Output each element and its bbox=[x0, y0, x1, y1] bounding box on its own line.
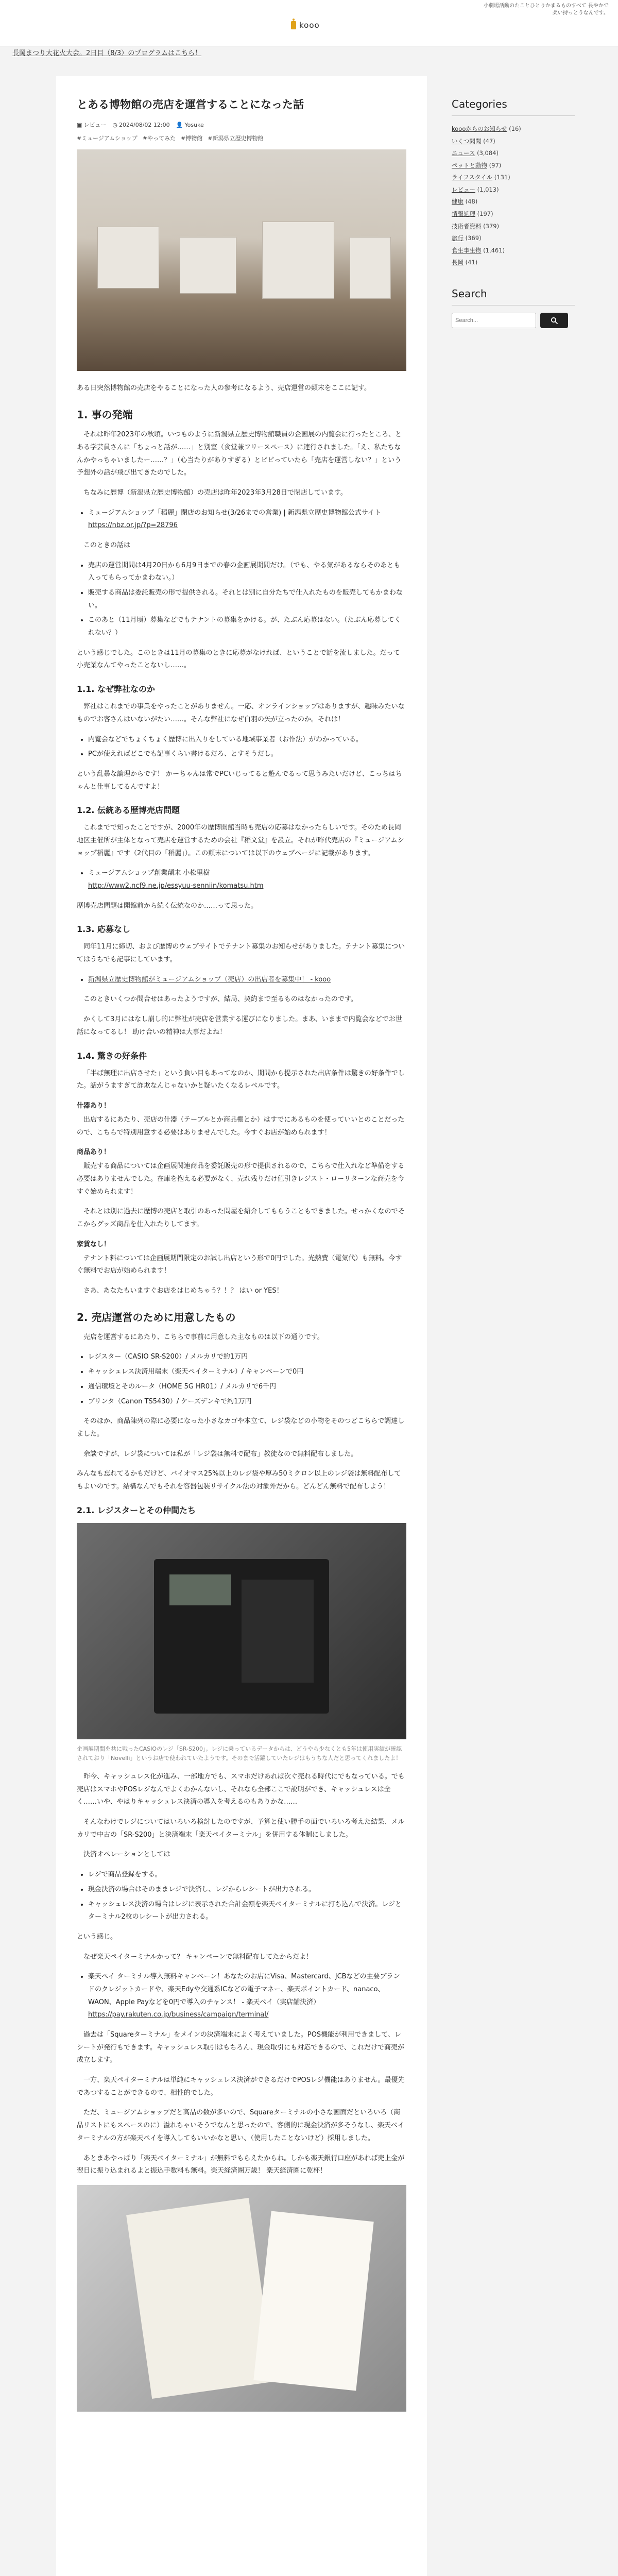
category-list bbox=[452, 123, 575, 269]
category-count: (41) bbox=[465, 259, 478, 266]
user-icon: 👤 bbox=[176, 121, 183, 128]
site-logo[interactable] bbox=[291, 21, 320, 30]
paragraph: なぜ楽天ペイターミナルかって？ キャンペーンで無料配布してたからだよ！ bbox=[83, 1953, 313, 1961]
tag[interactable]: #ミュージアムショップ bbox=[77, 135, 138, 142]
intro-text: ある日突然博物館の売店をやることになった人の参考になるよう、売店運営の顛末をここに記す。 bbox=[77, 384, 371, 393]
paragraph: そんなわけでレジについてはいろいろ検討したのですが、予算と使い勝手の面でいろいろ考えた結果、メルカリで中古の「SR-S200」と決済端末「楽天ペイターミナル」を併用する体制にしました。 bbox=[77, 1818, 405, 1839]
category-item bbox=[452, 257, 575, 269]
category-count: (1,461) bbox=[483, 246, 505, 254]
category-count: (369) bbox=[465, 234, 482, 242]
paragraph: それとは別に過去に歴博の売店と取引のあった問屋を紹介してもらうこともできました。せっかくなのでそこからグッズ商品を仕入れたりしてます。 bbox=[77, 1208, 405, 1228]
paragraph: 「半ば無理に出店させた」という負い目もあってなのか、期間から提示された出店条件は驚きの好条件でした。話がうますぎて詐欺なんじゃないかと疑いたくなるレベルです。 bbox=[77, 1069, 405, 1090]
article bbox=[56, 76, 427, 2576]
list-item: • 内覧会などでちょくちょく歴博に出入りをしている地域事業者（お作法）がわかっている。 bbox=[88, 734, 406, 747]
category-item bbox=[452, 245, 575, 257]
link-list bbox=[88, 1971, 406, 2022]
category-count: (197) bbox=[477, 210, 493, 217]
category-item bbox=[452, 172, 575, 184]
search-form bbox=[452, 313, 575, 328]
search-icon bbox=[551, 317, 558, 324]
paragraph: 出店するにあたり、売店の什器（テーブルとか商品棚とか）はすでにあるものを使っていいとのことだったので、こちらで特別用意する必要はありませんでした。今すぐお店が始められます！ bbox=[77, 1115, 405, 1137]
subsection-heading: 2.1. レジスターとその仲間たち bbox=[77, 1505, 196, 1515]
paragraph: 余談ですが、レジ袋については私が「レジ袋は無料で配布」教徒なので無料配布しました。 bbox=[83, 1450, 358, 1458]
list-item bbox=[88, 867, 406, 892]
paragraph: 決済オペレーションとしては bbox=[83, 1851, 170, 1859]
category-link[interactable]: ニュース bbox=[452, 149, 475, 157]
search-title: Search bbox=[452, 287, 575, 306]
tag[interactable]: #やってみた bbox=[142, 135, 176, 142]
date-meta bbox=[112, 122, 169, 128]
paragraph: 弊社はこれまでの事業をやったことがありません。一応、オンラインショップはありますが、趣味みたいなものでお客さんはいないがたい……。そんな弊社になぜ白羽の矢が立ったのか。それは！ bbox=[77, 703, 405, 723]
external-link[interactable]: http://www2.ncf9.ne.jp/essyuu-senniin/komatsu.htm bbox=[88, 882, 264, 890]
bullet-list bbox=[88, 1351, 406, 1408]
list-item: • キャッシュレス決済の場合はレジに表示された合計金額を楽天ペイターミナルに打ち込んで決済。レジとターミナル2枚のレシートが出力される。 bbox=[88, 1899, 406, 1924]
list-item: • 現金決済の場合はそのままレジで決済し、レジからレシートが出力される。 bbox=[88, 1884, 406, 1896]
post-date: 2024/08/02 12:00 bbox=[119, 121, 170, 128]
list-item: • PCが使えればどこでも記事くらい書けるだろ、とすそうだし。 bbox=[88, 748, 406, 761]
category-count: (97) bbox=[489, 161, 502, 169]
category-count: (379) bbox=[483, 222, 500, 230]
category-link[interactable]: 情報処理 bbox=[452, 210, 475, 217]
paragraph: ただ、ミュージアムショップだと高品の数が多いので、Squareターミナルの小さな画面だといろいろ（商品リストにもスぺースのに）溢れちゃいそうでなんと思ったので、客側的に現金決済が多そうなし、楽天ペイターミナルの方が楽天ペイを導入してもいいかなと思い、（使用したことないけど）採用しました。 bbox=[77, 2109, 404, 2142]
category-item bbox=[452, 147, 575, 160]
paragraph: 販売する商品については企画展関連商品を委託販売の形で提供されるので、こちらで仕入れなど準備をする必要はありませんでした。在庫を抱える必要がなく、売れ残りだけ値引きレジスト・ローリターンな商売を今すぐ始められます！ bbox=[77, 1162, 405, 1196]
paragraph: ちなみに歴博（新潟県立歴史博物館）の売店は昨年2023年3月28日で閉店しています。 bbox=[83, 488, 347, 497]
category-link[interactable]: ライフスタイル bbox=[452, 174, 493, 181]
paragraph: 過去は「Squareターミナル」をメインの決済端末によく考えていました。POS機能が利用できまして、レシートが発行もできます。キャッシュレス取引はもちろん、現金取引にも対応できるので、これだけで商売が成立します。 bbox=[77, 2031, 404, 2064]
paragraph: という感じでした。このときは11月の募集のときに応募がなければ、ということで話を流しました。だって小売業なんてやったことないし……。 bbox=[77, 649, 400, 670]
paragraph: テナント料については企画展期間限定のお試し出店という形で0円でした。光熱費（電気代）も無料。今すぐ無料でお店が始められます！ bbox=[77, 1254, 402, 1275]
list-item bbox=[88, 507, 406, 532]
category-item bbox=[452, 196, 575, 208]
paragraph: 売店を運営するにあたり、こちらで事前に用意した主なものは以下の通りです。 bbox=[83, 1333, 324, 1341]
category-count: (3,084) bbox=[477, 149, 499, 157]
list-item: • このあと（11月頃）募集などでもテナントの募集をかける。が、たぶん応募はない。（たぶん応募してくれない？） bbox=[88, 614, 406, 639]
folder-icon: ▣ bbox=[77, 121, 82, 128]
category-label: レビュー bbox=[83, 122, 107, 129]
category-link[interactable]: 食生事生物 bbox=[452, 246, 482, 254]
site-tagline: 小劇場活動のたことひとりかまるものすべて 長やかで柔い持っとうなんです。 bbox=[484, 3, 609, 16]
notice-link[interactable]: 長岡まつり大花火大会。2日目（8/3）のプログラムはこちら！ bbox=[12, 49, 202, 57]
search-input[interactable] bbox=[452, 313, 536, 328]
subsection-heading: 1.4. 驚きの好条件 bbox=[77, 1050, 147, 1061]
internal-link[interactable]: 新潟県立歴史博物館がミュージアムショップ（売店）の出店者を募集中！ - kooo bbox=[88, 975, 331, 984]
paragraph: という感じ。 bbox=[77, 1933, 117, 1941]
list-item: • 売店の運営期間は4月20日から6月9日までの春の企画展期間だけ。（でも、やる気があるならそのあとも入ってもらってかまわない。） bbox=[88, 560, 406, 585]
author-meta[interactable] bbox=[176, 122, 204, 128]
paragraph: かくして3月にはなし崩し的に弊社が売店を営業する運びになりました。まあ、いままで内覧会などでお世話になってるし！ 助け合いの精神は大事だよね！ bbox=[77, 1015, 402, 1036]
paragraph: みんなも忘れてるかもだけど、バイオマス25%以上のレジ袋や厚み50ミクロン以上のレジ袋は無料配布してもよいのです。結構なんでもそれを容器包装リサイクル法の対象外だから。どんどん無料で配布しよう！ bbox=[77, 1470, 401, 1490]
category-item bbox=[452, 184, 575, 196]
photo-caption: 企画展期間を共に戦ったCASIOのレジ「SR-S200」。レジに乗っているデータからは、どうやら少なくとも5年は使用実績が確認されており「Novelli」というお店で使われていたようです。そのまで活躍していたレジはもうちな人だと思ってくれましたよ！ bbox=[77, 1745, 402, 1762]
paragraph: そのほか、商品陳列の際に必要になった小さなカゴや本立て、レジ袋などの小物をそのつどこちらで調達しました。 bbox=[77, 1417, 405, 1438]
paragraph: 同年11月に締切、および歴博のウェブサイトでテナント募集のお知らせがありました。テナント募集についてはうちでも記事にしています。 bbox=[77, 943, 405, 964]
paragraph: 昨今、キャッシュレス化が進み、一部地方でも、スマホだけあれば次ぐ売れる時代にでもなっている。でも売店はスマホやPOSレジなんでよくわかんないし、それなら全部ここで説明ができ、キャッシュレスは全く……いや、やはりキャッシュレス決済の導入を考えるのもありかな…… bbox=[77, 1773, 405, 1806]
category-link[interactable]: レビュー bbox=[452, 185, 475, 193]
paragraph: あとまあやっぱり「楽天ペイターミナル」が無料でもらえたからね。しかも楽天銀行口座があれば売上金が翌日に振り込まれるよと振込手数料も無料。楽天経済圏万歳！ 楽天経済圏に乾杯！ bbox=[77, 2154, 405, 2175]
category-item bbox=[452, 160, 575, 172]
bold-heading: 家賃なし！ bbox=[77, 1240, 111, 1248]
search-button[interactable] bbox=[540, 313, 568, 328]
list-item: • 販売する商品は委託販売の形で提供される。それとは別に自分たちで仕入れたものを販売してもかまわない。 bbox=[88, 587, 406, 612]
list-item: • レジスター（CASIO SR-S200）/ メルカリで約1万円 bbox=[88, 1351, 406, 1364]
author-name: Yosuke bbox=[184, 121, 204, 128]
list-item: • キャッシュレス決済用端末（楽天ペイターミナル）/ キャンペーンで0円 bbox=[88, 1366, 406, 1379]
category-link[interactable]: いくつ聞聞 bbox=[452, 137, 482, 145]
list-item bbox=[88, 974, 406, 987]
category-item bbox=[452, 135, 575, 148]
list-item: • 通信環境とそのルータ（HOME 5G HR01）/ メルカリで6千円 bbox=[88, 1381, 406, 1394]
tag[interactable]: #新潟県立歴史博物館 bbox=[208, 135, 264, 142]
external-link[interactable]: https://nbz.or.jp/?p=28796 bbox=[88, 521, 178, 530]
subsection-heading: 1.1. なぜ弊社なのか bbox=[77, 684, 155, 694]
link-list bbox=[88, 974, 406, 987]
subsection-heading: 1.3. 応募なし bbox=[77, 924, 130, 935]
clock-icon: ◷ bbox=[112, 121, 118, 128]
category-link[interactable]: 長岡 bbox=[452, 259, 464, 266]
bullet-list bbox=[88, 1869, 406, 1924]
register-photo bbox=[77, 1523, 406, 1739]
terminal-photo bbox=[77, 2185, 406, 2412]
category-item bbox=[452, 123, 575, 135]
category-item bbox=[452, 208, 575, 221]
bold-heading: 什器あり！ bbox=[77, 1101, 111, 1110]
category-count: (131) bbox=[494, 174, 510, 181]
category-link[interactable]: koooからのお知らせ bbox=[452, 125, 507, 132]
external-link[interactable]: https://pay.rakuten.co.jp/business/campaign/terminal/ bbox=[88, 2011, 269, 2019]
category-count: (47) bbox=[483, 137, 495, 145]
category-count: (48) bbox=[465, 198, 478, 206]
bold-heading: 商品あり！ bbox=[77, 1148, 111, 1157]
paragraph: さあ、あなたもいますぐお店をはじめちゃう？！？ はい or YES！ bbox=[83, 1287, 283, 1295]
categories-title: Categories bbox=[452, 98, 575, 116]
category-item bbox=[452, 232, 575, 245]
tag-list bbox=[77, 134, 406, 142]
category-link[interactable]: 技術者資料 bbox=[452, 222, 482, 230]
bullet-list bbox=[88, 734, 406, 761]
paragraph: このときの話は bbox=[83, 541, 131, 549]
list-item-text: ミュージアムショップ創業顛末 小松里樹 bbox=[88, 869, 210, 877]
article-meta bbox=[77, 121, 406, 129]
paragraph: 歴博売店問題は開館前から続く伝統なのか……って思った。 bbox=[77, 902, 258, 910]
list-item-text: 楽天ペイ ターミナル導入無料キャンペーン！あなたのお店にVisa、Mastercard、JCBなどの主要ブランドのクレジットカードや、楽天Edyや交通系ICなどの電子マネー、楽天ポイントカード、nanaco、WAON、Apple Payなどを0円で導入のチャンス！ - 楽天ペイ（実店舗決済） bbox=[88, 1973, 400, 2006]
sidebar bbox=[452, 98, 575, 328]
section-heading: 2. 売店運営のために用意したもの bbox=[77, 1311, 236, 1324]
list-item: • プリンタ（Canon TS5430）/ ケーズデンキで約1万円 bbox=[88, 1396, 406, 1409]
paragraph: これまでで知ったことですが、2000年の歴博開館当時も売店の応募はなかったらしいです。そのため長岡地区主催所が主体となって売店を運営するための会社『稻文堂』を設立。それが昨代売店の『ミュージアムショップ稻麗』です（2代目の「稻麗」）。この顛末については以下のウェブページに記載があります。 bbox=[77, 824, 404, 857]
category-link[interactable]: ペットと動物 bbox=[452, 161, 487, 169]
category-count: (1,013) bbox=[477, 185, 499, 193]
subsection-heading: 1.2. 伝統ある歴博売店問題 bbox=[77, 805, 180, 816]
link-list bbox=[88, 507, 406, 532]
category-link[interactable]: 健康 bbox=[452, 198, 464, 206]
logo-text: kooo bbox=[299, 21, 320, 30]
section-heading: 1. 事の発端 bbox=[77, 409, 133, 421]
bullet-list bbox=[88, 560, 406, 640]
list-item-text: ミュージアムショップ「稻麗」閉店のお知らせ(3/26までの営業) | 新潟県立歴史博物館公式サイト bbox=[88, 509, 381, 517]
category-link[interactable]: 旅行 bbox=[452, 234, 464, 242]
tag[interactable]: #博物館 bbox=[181, 135, 203, 142]
logo-icon bbox=[291, 21, 296, 29]
paragraph: それは昨年2023年の秋頃。いつものように新潟県立歴史博物館職員の企画展の内覧会に行ったところ、とある学芸員さんに「ちょっと話が……」と別室（食堂兼フリースペース）に連行されました。「え、私たちなんかやっちゃいましたー……？」（心当たりがありすぎる）とビビっていたら「売店を運営しない？」という予想外の話が飛び出てきたのでした。 bbox=[77, 431, 402, 477]
category-count: (16) bbox=[509, 125, 521, 132]
paragraph: このときいくつか問合せはあったようですが、結局、契約まで至るものはなかったのです。 bbox=[83, 995, 357, 1004]
category-item bbox=[452, 221, 575, 233]
list-item bbox=[88, 1971, 406, 2022]
article-title: とある博物館の売店を運営することになった話 bbox=[77, 98, 304, 111]
paragraph: という乱暴な論理からです！ かーちゃんは常でPCいじってると遊んでるって思うみたいだけど、こっちはちゃんと仕事してるんですよ！ bbox=[77, 770, 402, 791]
eyecatch-photo bbox=[77, 149, 406, 371]
list-item: • レジで商品登録をする。 bbox=[88, 1869, 406, 1882]
link-list bbox=[88, 867, 406, 892]
category-meta[interactable] bbox=[77, 121, 106, 129]
site-header bbox=[0, 0, 618, 46]
paragraph: 一方、楽天ペイターミナルは単純にキャッシュレス決済ができるだけでPOSレジ機能はありません。最優先であつすることができるので、相性的でした。 bbox=[77, 2076, 405, 2097]
